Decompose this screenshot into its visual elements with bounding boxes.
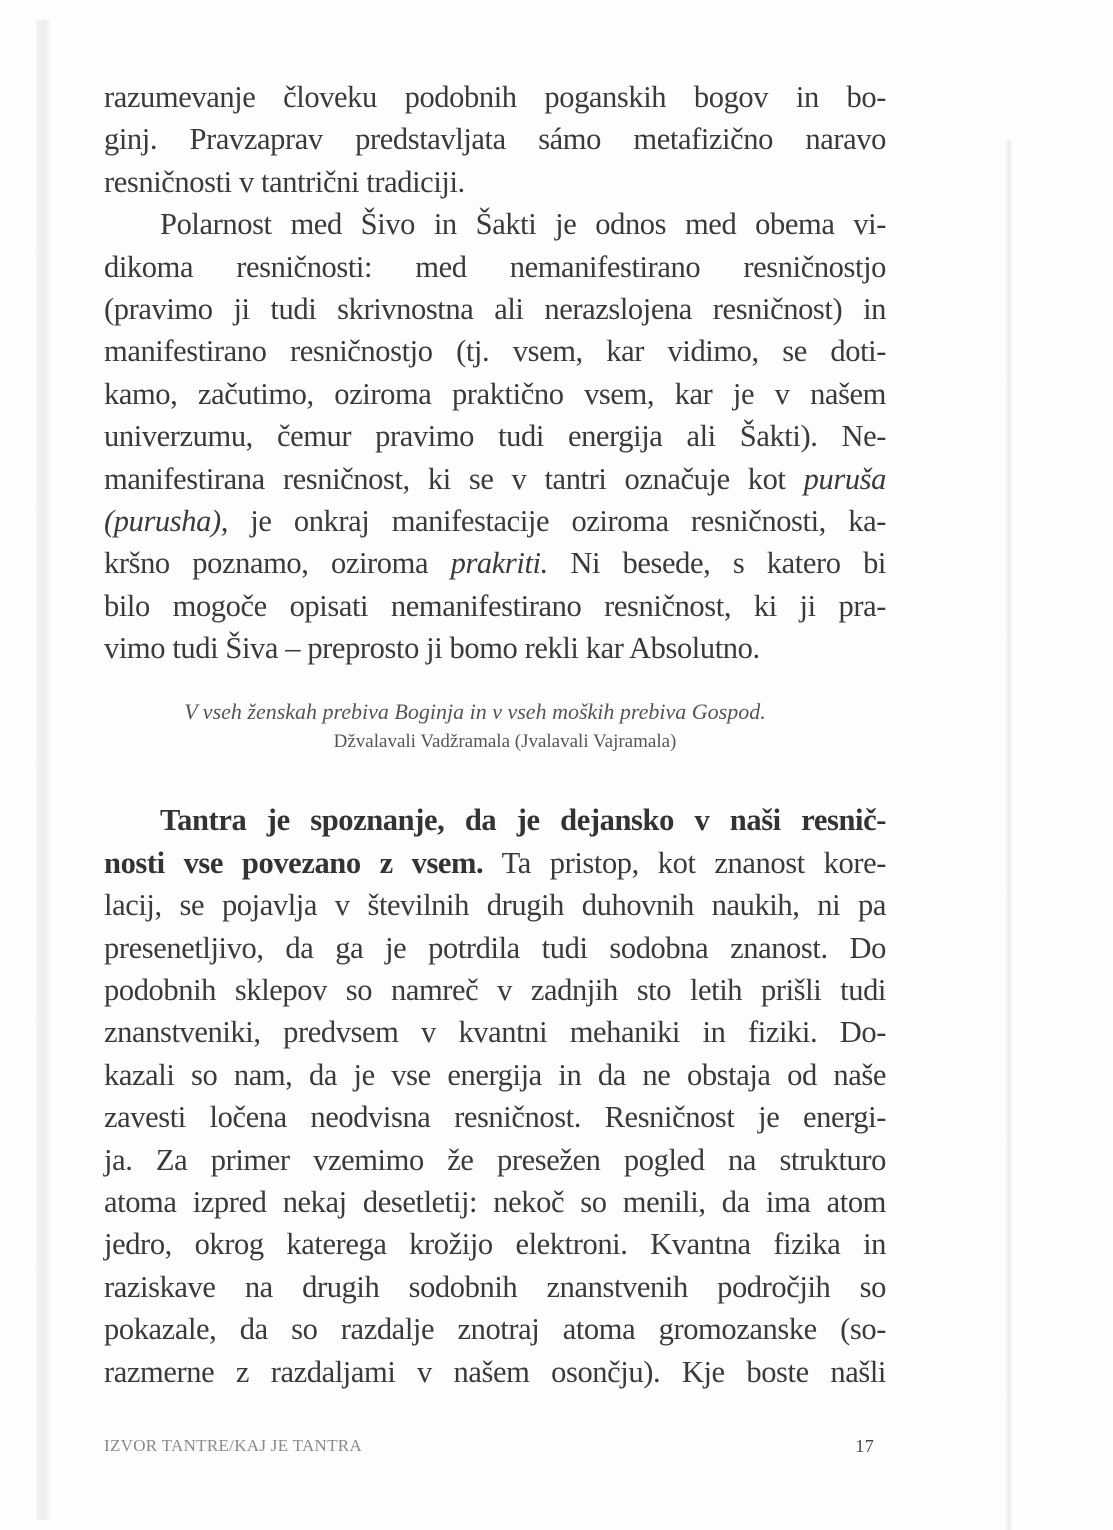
paragraph-polarity	[104, 203, 886, 669]
text-line: presenetljivo, da ga je potrdila tudi sodobna znanost. Do	[104, 930, 886, 965]
book-page-body	[104, 76, 886, 1393]
running-head: IZVOR TANTRE/KAJ JE TANTRA	[104, 1436, 363, 1455]
text-line: manifestirano resničnostjo (tj. vsem, kar vidimo, se doti-	[104, 334, 886, 369]
page-edge-shadow	[1006, 140, 1012, 1530]
text-line: univerzumu, čemur pravimo tudi energija ali Šakti). Ne-	[104, 419, 886, 454]
paragraph-tantra-science	[104, 799, 886, 1392]
text-line	[104, 842, 886, 884]
page-footer	[104, 1436, 874, 1457]
text-line	[104, 500, 886, 542]
italic-term-purusha: (purusha),	[104, 503, 228, 538]
page-number: 17	[855, 1436, 874, 1456]
text-run: je onkraj manifestacije oziroma resničnosti, ka-	[227, 503, 886, 538]
text-line: kazali so nam, da je vse energija in da ne obstaja od naše	[104, 1057, 886, 1092]
text-line: resničnosti v tantrični tradiciji.	[104, 164, 465, 199]
italic-term-prakriti: prakriti.	[450, 546, 548, 581]
text-line: pokazale, da so razdalje znotraj atoma gromozanske (so-	[104, 1312, 886, 1347]
text-line: razumevanje človeku podobnih poganskih bogov in bo-	[104, 80, 886, 114]
text-run: Ta pristop, kot znanost kore-	[483, 845, 886, 880]
text-line	[104, 542, 886, 584]
bold-statement: Tantra je spoznanje, da je dejansko v naši resnič-	[160, 803, 886, 838]
text-line: vimo tudi Šiva – preprosto ji bomo rekli kar Absolutno.	[104, 631, 760, 666]
binding-gutter-shadow	[36, 20, 50, 1520]
text-run: manifestirana resničnost, ki se v tantri označuje kot	[104, 461, 804, 496]
text-line	[104, 799, 886, 841]
text-line: Polarnost med Šivo in Šakti je odnos med obema vi-	[160, 207, 886, 242]
text-line: (pravimo ji tudi skrivnostna ali nerazslojena resničnost) in	[104, 291, 886, 326]
text-line: kamo, začutimo, oziroma praktično vsem, kar je v našem	[104, 376, 886, 411]
text-run: kršno poznamo, oziroma	[104, 546, 451, 581]
italic-term-purusa: puruša	[803, 461, 886, 496]
text-line: znanstveniki, predvsem v kvantni mehaniki in fiziki. Do-	[104, 1015, 886, 1050]
text-line: razmerne z razdaljami v našem osončju). Kje boste našli	[104, 1354, 886, 1389]
text-line: zavesti ločena neodvisna resničnost. Resničnost je energi-	[104, 1100, 886, 1135]
text-line: bilo mogoče opisati nemanifestirano resničnost, ki ji pra-	[104, 588, 886, 623]
bold-statement: nosti vse povezano z vsem.	[104, 845, 484, 880]
text-run: Ni besede, s katero bi	[547, 546, 886, 581]
quote-author: Džvalavali Vadžramala (Jvalavali Vajramala)	[333, 731, 677, 753]
text-line	[104, 458, 886, 500]
paragraph-continuation	[104, 76, 886, 203]
text-line: jedro, okrog katerega krožijo elektroni. Kvantna fizika in	[104, 1227, 886, 1262]
text-line: atoma izpred nekaj desetletij: nekoč so menili, da ima atom	[104, 1184, 886, 1219]
quote-text: V vseh ženskah prebiva Boginja in v vseh moških prebiva Gospod.	[184, 699, 766, 725]
text-line: podobnih sklepov so namreč v zadnjih sto letih prišli tudi	[104, 973, 886, 1008]
epigraph-quote	[104, 697, 886, 757]
text-line: raziskave na drugih sodobnih znanstvenih področjih so	[104, 1269, 886, 1304]
text-line: dikoma resničnosti: med nemanifestirano resničnostjo	[104, 249, 886, 284]
text-line: ginj. Pravzaprav predstavljata sámo metafizično naravo	[104, 122, 886, 157]
text-line: ja. Za primer vzemimo že presežen pogled na strukturo	[104, 1142, 886, 1177]
text-line: lacij, se pojavlja v številnih drugih duhovnih naukih, ni pa	[104, 888, 886, 923]
